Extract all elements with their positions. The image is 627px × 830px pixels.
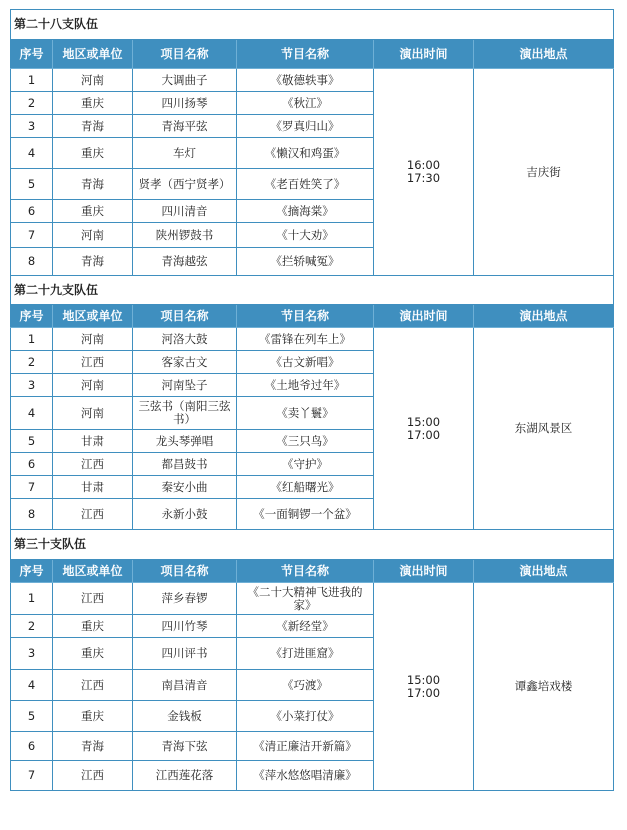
row-number: 1: [11, 583, 53, 615]
row-number: 4: [11, 670, 53, 701]
header-project: 项目名称: [133, 40, 237, 69]
section-title-row: [11, 530, 614, 560]
program-name-cell: 《古文新唱》: [237, 351, 374, 374]
program-name-cell: 《罗真归山》: [237, 115, 374, 138]
section-title: 第三十支队伍: [11, 530, 614, 560]
header-time: 演出时间: [374, 40, 474, 69]
region-cell: 江西: [53, 499, 133, 530]
schedule-container: [10, 9, 613, 791]
project-name-cell: 江西莲花落: [133, 761, 237, 791]
row-number: 8: [11, 248, 53, 276]
header-region: 地区或单位: [53, 560, 133, 583]
project-name-cell: 四川评书: [133, 638, 237, 670]
project-name-cell: 萍乡春锣: [133, 583, 237, 615]
region-cell: 重庆: [53, 701, 133, 732]
program-name-cell: 《守护》: [237, 453, 374, 476]
region-cell: 江西: [53, 583, 133, 615]
region-cell: 重庆: [53, 615, 133, 638]
project-name-cell: 青海平弦: [133, 115, 237, 138]
section-title-row: [11, 276, 614, 305]
row-number: 5: [11, 169, 53, 200]
project-name-cell: 青海下弦: [133, 732, 237, 761]
project-name-cell: 大调曲子: [133, 69, 237, 92]
program-name-cell: 《打进匪窟》: [237, 638, 374, 670]
program-name-cell: 《土地爷过年》: [237, 374, 374, 397]
program-name-cell: 《拦轿喊冤》: [237, 248, 374, 276]
header-program: 节目名称: [237, 305, 374, 328]
region-cell: 青海: [53, 732, 133, 761]
row-number: 7: [11, 223, 53, 248]
region-cell: 河南: [53, 328, 133, 351]
region-cell: 重庆: [53, 638, 133, 670]
program-name-cell: 《清正廉洁开新篇》: [237, 732, 374, 761]
header-region: 地区或单位: [53, 305, 133, 328]
program-name-cell: 《摘海棠》: [237, 200, 374, 223]
table-row: [11, 69, 614, 92]
region-cell: 江西: [53, 351, 133, 374]
project-name-cell: 秦安小曲: [133, 476, 237, 499]
row-number: 2: [11, 92, 53, 115]
performance-location: 东湖风景区: [474, 328, 614, 530]
row-number: 5: [11, 701, 53, 732]
region-cell: 重庆: [53, 92, 133, 115]
row-number: 2: [11, 351, 53, 374]
project-name-cell: 四川扬琴: [133, 92, 237, 115]
performance-time: 15:00 17:00: [374, 328, 474, 530]
header-program: 节目名称: [237, 40, 374, 69]
program-name-cell: 《三只鸟》: [237, 430, 374, 453]
region-cell: 青海: [53, 169, 133, 200]
region-cell: 重庆: [53, 200, 133, 223]
project-name-cell: 车灯: [133, 138, 237, 169]
table-row: [11, 328, 614, 351]
performance-location: 吉庆街: [474, 69, 614, 276]
project-name-cell: 三弦书（南阳三弦书）: [133, 397, 237, 430]
program-name-cell: 《十大劝》: [237, 223, 374, 248]
program-name-cell: 《一面铜锣一个盆》: [237, 499, 374, 530]
project-name-cell: 贤孝（西宁贤孝）: [133, 169, 237, 200]
project-name-cell: 都昌鼓书: [133, 453, 237, 476]
row-number: 1: [11, 328, 53, 351]
row-number: 1: [11, 69, 53, 92]
header-location: 演出地点: [474, 305, 614, 328]
project-name-cell: 南昌清音: [133, 670, 237, 701]
row-number: 4: [11, 397, 53, 430]
project-name-cell: 河南坠子: [133, 374, 237, 397]
program-name-cell: 《新经堂》: [237, 615, 374, 638]
row-number: 5: [11, 430, 53, 453]
table-header-row: [11, 305, 614, 328]
row-number: 7: [11, 476, 53, 499]
header-program: 节目名称: [237, 560, 374, 583]
row-number: 3: [11, 374, 53, 397]
performance-time: 15:00 17:00: [374, 583, 474, 791]
program-name-cell: 《秋江》: [237, 92, 374, 115]
program-name-cell: 《敬德轶事》: [237, 69, 374, 92]
region-cell: 河南: [53, 374, 133, 397]
region-cell: 江西: [53, 761, 133, 791]
program-name-cell: 《二十大精神飞进我的家》: [237, 583, 374, 615]
header-number: 序号: [11, 305, 53, 328]
project-name-cell: 河洛大鼓: [133, 328, 237, 351]
region-cell: 河南: [53, 69, 133, 92]
table-row: [11, 583, 614, 615]
row-number: 8: [11, 499, 53, 530]
program-name-cell: 《小菜打仗》: [237, 701, 374, 732]
header-location: 演出地点: [474, 560, 614, 583]
header-location: 演出地点: [474, 40, 614, 69]
header-region: 地区或单位: [53, 40, 133, 69]
performance-schedule-table: [10, 9, 614, 791]
header-project: 项目名称: [133, 560, 237, 583]
header-time: 演出时间: [374, 305, 474, 328]
project-name-cell: 四川清音: [133, 200, 237, 223]
program-name-cell: 《懒汉和鸡蛋》: [237, 138, 374, 169]
performance-time: 16:00 17:30: [374, 69, 474, 276]
row-number: 3: [11, 638, 53, 670]
region-cell: 重庆: [53, 138, 133, 169]
row-number: 2: [11, 615, 53, 638]
project-name-cell: 永新小鼓: [133, 499, 237, 530]
project-name-cell: 龙头琴弹唱: [133, 430, 237, 453]
project-name-cell: 金钱板: [133, 701, 237, 732]
section-title-row: [11, 10, 614, 40]
region-cell: 甘肃: [53, 476, 133, 499]
program-name-cell: 《老百姓笑了》: [237, 169, 374, 200]
program-name-cell: 《卖丫鬟》: [237, 397, 374, 430]
row-number: 6: [11, 453, 53, 476]
region-cell: 河南: [53, 223, 133, 248]
section-title: 第二十九支队伍: [11, 276, 614, 305]
region-cell: 甘肃: [53, 430, 133, 453]
row-number: 3: [11, 115, 53, 138]
project-name-cell: 青海越弦: [133, 248, 237, 276]
project-name-cell: 四川竹琴: [133, 615, 237, 638]
project-name-cell: 客家古文: [133, 351, 237, 374]
row-number: 7: [11, 761, 53, 791]
region-cell: 江西: [53, 670, 133, 701]
region-cell: 江西: [53, 453, 133, 476]
program-name-cell: 《萍水悠悠唱清廉》: [237, 761, 374, 791]
table-header-row: [11, 560, 614, 583]
section-title: 第二十八支队伍: [11, 10, 614, 40]
performance-location: 谭鑫培戏楼: [474, 583, 614, 791]
program-name-cell: 《雷锋在列车上》: [237, 328, 374, 351]
program-name-cell: 《红船曙光》: [237, 476, 374, 499]
region-cell: 青海: [53, 115, 133, 138]
header-time: 演出时间: [374, 560, 474, 583]
row-number: 6: [11, 732, 53, 761]
header-number: 序号: [11, 40, 53, 69]
table-header-row: [11, 40, 614, 69]
header-number: 序号: [11, 560, 53, 583]
header-project: 项目名称: [133, 305, 237, 328]
row-number: 6: [11, 200, 53, 223]
region-cell: 青海: [53, 248, 133, 276]
program-name-cell: 《巧渡》: [237, 670, 374, 701]
project-name-cell: 陕州锣鼓书: [133, 223, 237, 248]
row-number: 4: [11, 138, 53, 169]
region-cell: 河南: [53, 397, 133, 430]
